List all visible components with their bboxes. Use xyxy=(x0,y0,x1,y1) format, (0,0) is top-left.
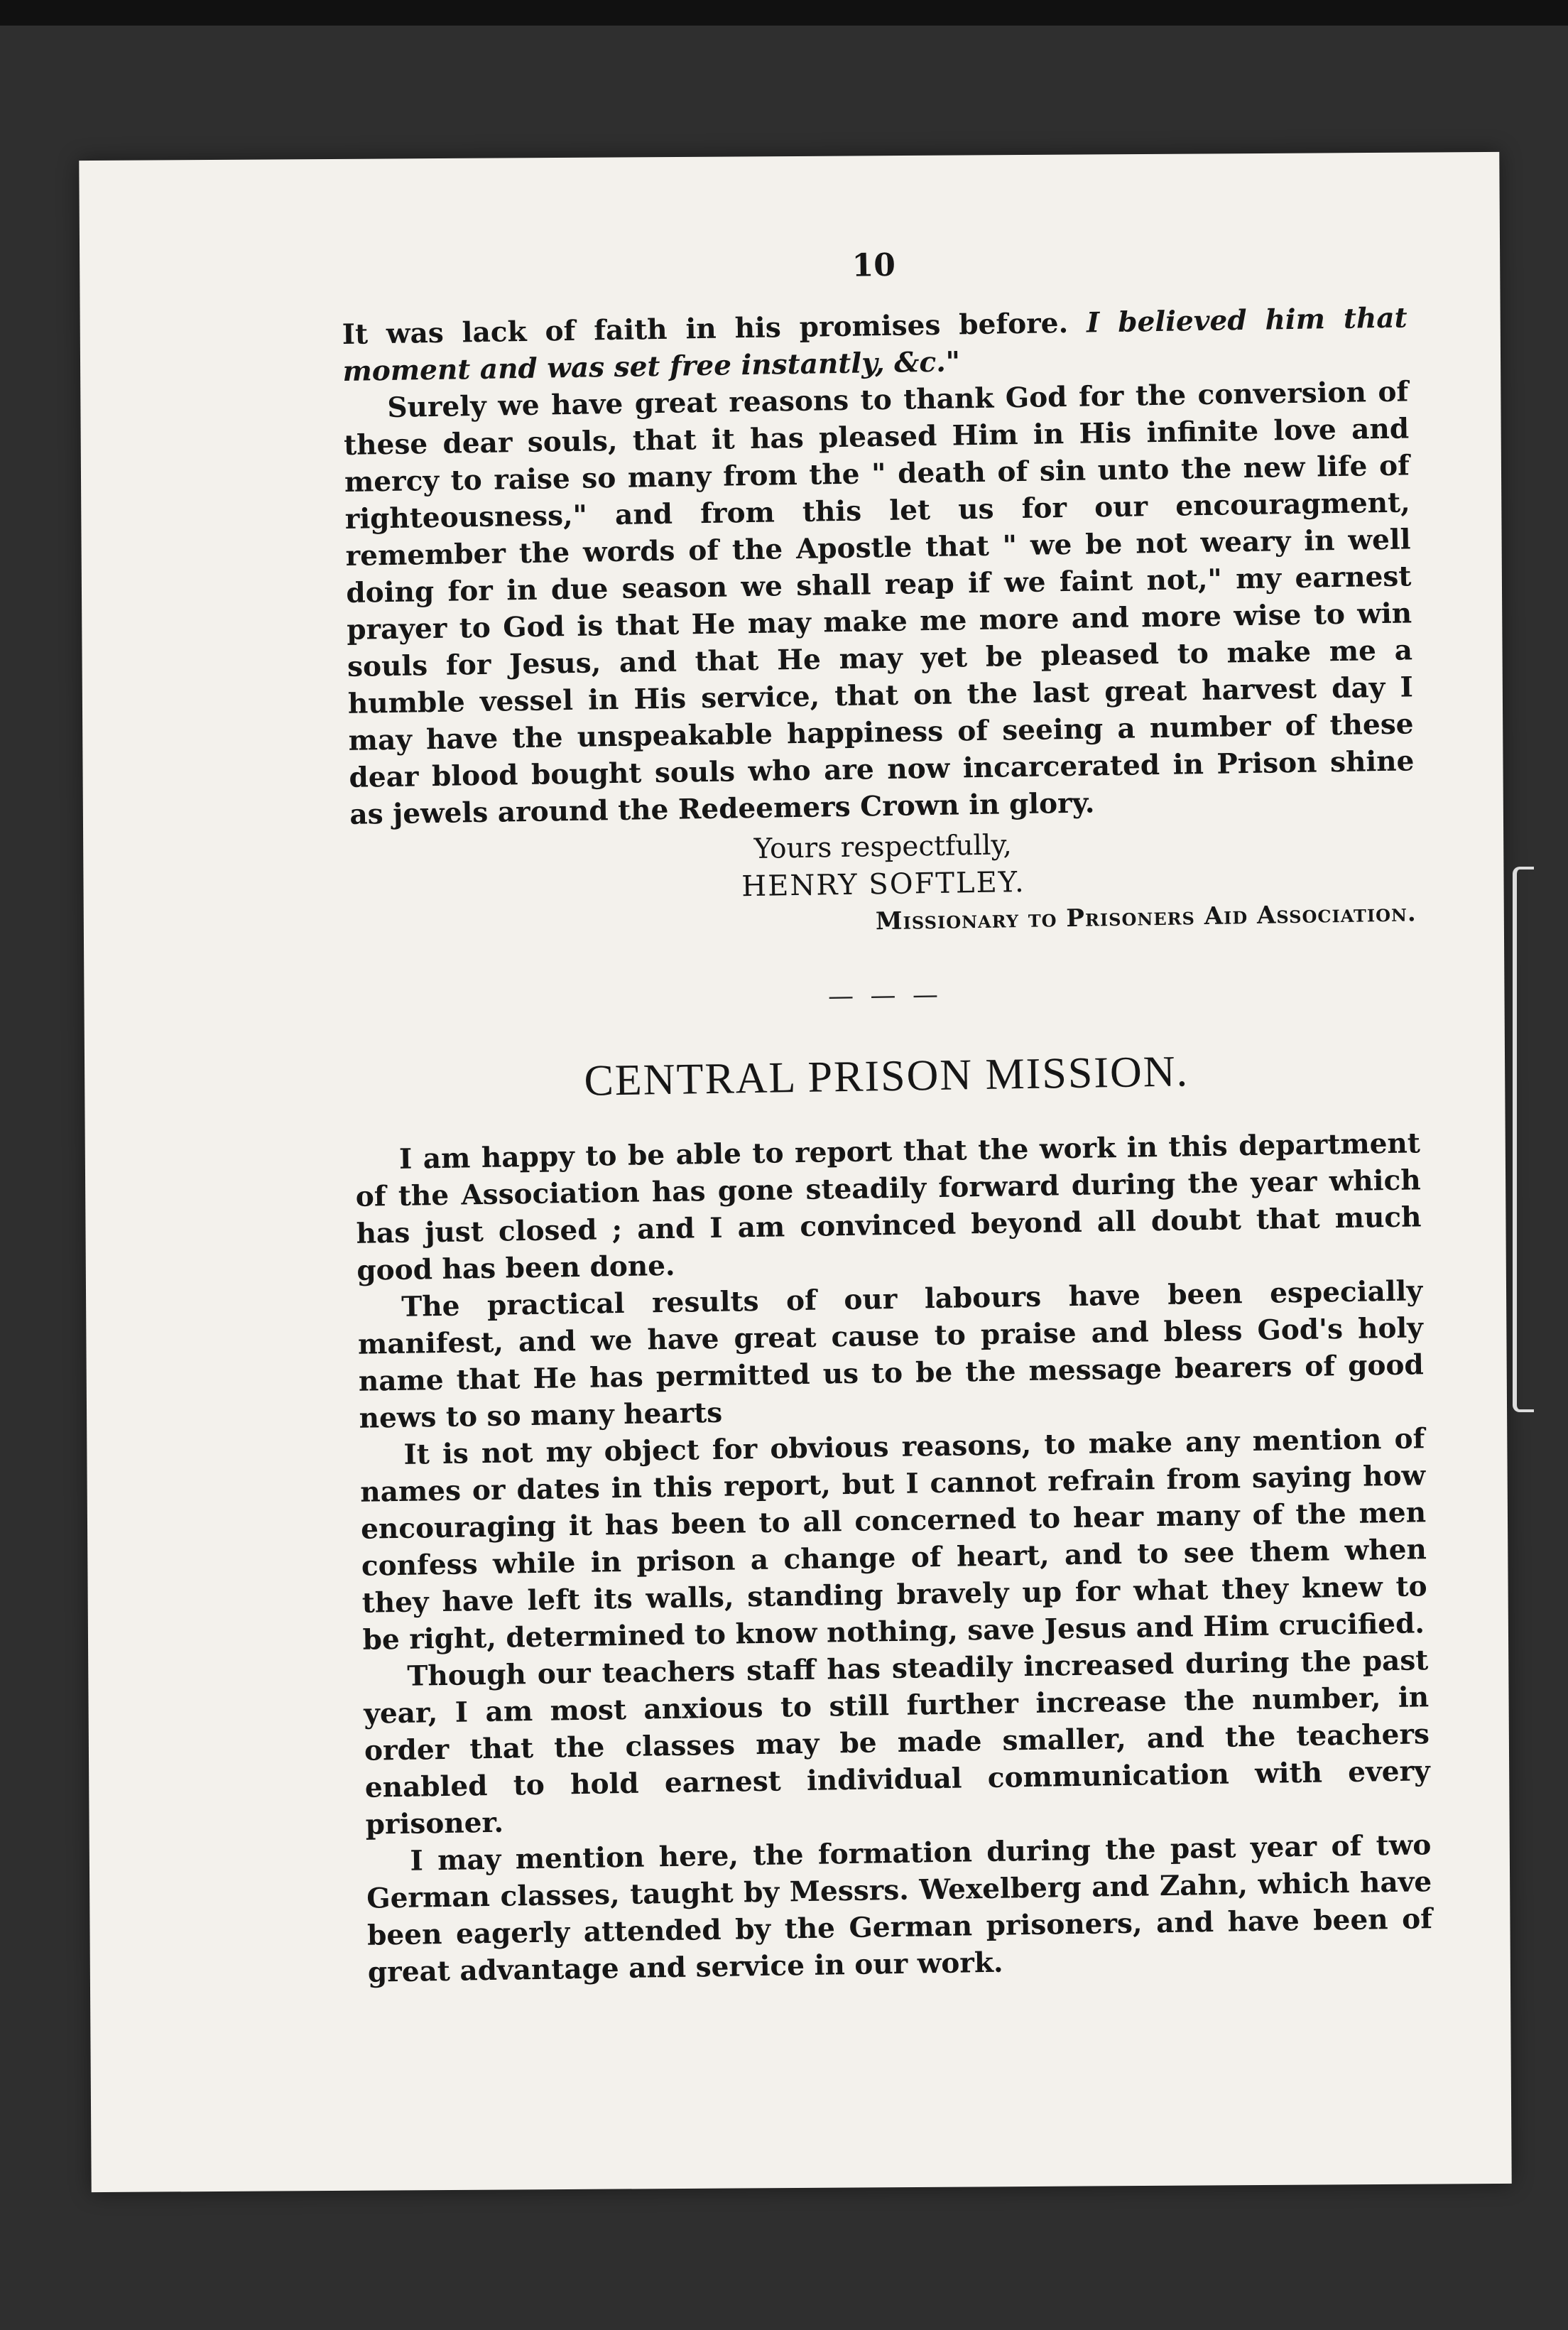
closing-line: Yours respectfully, xyxy=(753,829,1013,865)
letter-body xyxy=(342,299,1415,833)
page-content xyxy=(341,239,1433,1990)
mission-paragraph: I may mention here, the formation during the past year of two German classes, taught by Messrs. Wexelberg and Zahn, which have been eagerly attended by the German prisoners, and have been of great advantage and service in our work. xyxy=(366,1828,1433,1989)
letter-paragraph-2: Surely we have great reasons to thank God for the conversion of these dear souls, that it has pleased Him in His infinite love and mercy to raise so many from the " death of sin unto the new life of righteousness," and from this let us for our encouragment, remember the words of the Apostle that " we be not weary in well doing for in due season we shall reap if we faint not," my earnest prayer to God is that He may make me more and more wise to win souls for Jesus, and that He may yet be pleased to make me a humble vessel in His service, that on the last great harvest day I may have the unspeakable happiness of seeing a number of these dear blood bought souls who are now incarcerated in Prison shine as jewels around the Redeemers Crown in glory. xyxy=(343,375,1415,831)
signature-block xyxy=(350,820,1417,948)
signer-name: HENRY SOFTLEY. xyxy=(741,865,1026,904)
scan-top-band xyxy=(0,0,1568,26)
page-number: 10 xyxy=(851,246,896,284)
section-divider: — — — xyxy=(827,980,943,1012)
page-edge xyxy=(1513,867,1534,1412)
mission-paragraph: It is not my object for obvious reasons, to make any mention of names or dates in this report, but I cannot refrain from saying how encouraging it has been to all concerned to hear many of the men confess while in prison a change of heart, and to see them when they have left its walls, standing bravely up for what they knew to be right, determined to know nothing, save Jesus and Him crucified. xyxy=(359,1422,1427,1657)
letter-p1-text: It was lack of faith in his promises before. xyxy=(342,306,1087,351)
mission-paragraph: I am happy to be able to report that the work in this department of the Association has gone steadily forward during the year which has just closed ; and I am convinced beyond all doubt that much good has been done. xyxy=(355,1127,1422,1287)
letter-p1-italic: I believed him that moment and was set free instantly, &c. xyxy=(342,301,1408,388)
mission-paragraph: Though our teachers staff has steadily increased during the past year, I am most anxious to still further increase the number, in order that the classes may be made smaller, and the teachers enabled to hold earnest individual communication with every prisoner. xyxy=(363,1644,1431,1841)
letter-p1-end: " xyxy=(945,345,961,379)
mission-paragraph: The practical results of our labours have been especially manifest, and we have great cause to praise and bless God's holy name that He has permitted us to be the message bearers of good news to so many hearts xyxy=(357,1274,1425,1435)
mission-body xyxy=(355,1125,1434,1990)
signer-title: Missionary to Prisoners Aid Association. xyxy=(875,899,1417,936)
section-heading: CENTRAL PRISON MISSION. xyxy=(583,1047,1189,1105)
